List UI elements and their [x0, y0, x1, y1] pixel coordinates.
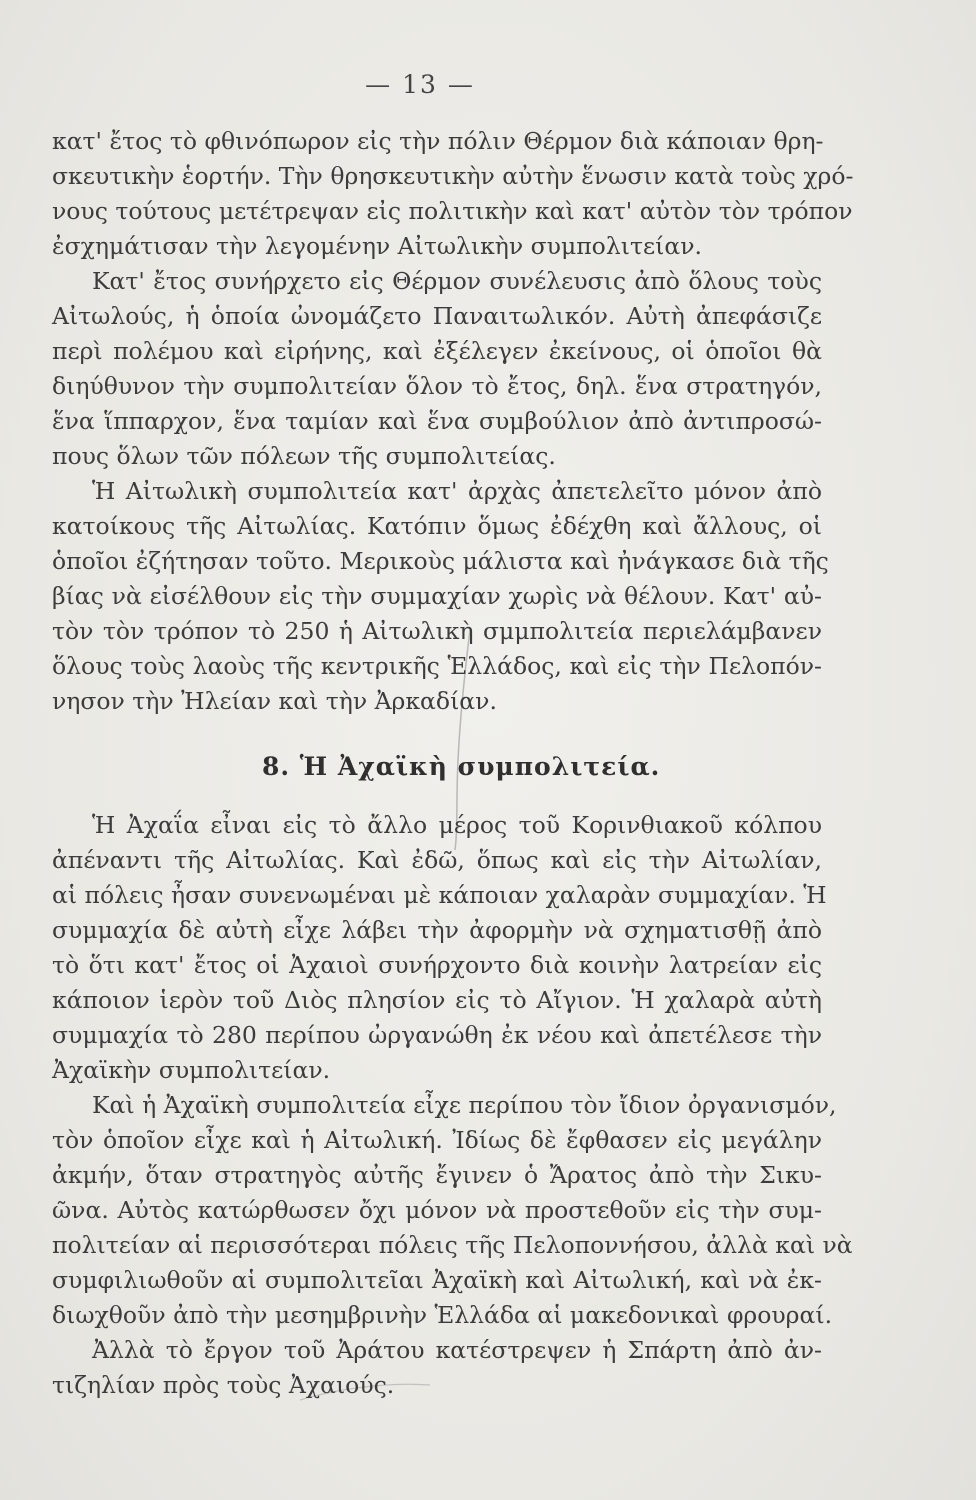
text-line: περὶ πολέμου καὶ εἰρήνης, καὶ ἐξέλεγεν ἐκείνους, οἱ ὁποῖοι θὰ — [52, 337, 822, 365]
text-line: νησον τὴν Ἠλείαν καὶ τὴν Ἀρκαδίαν. — [52, 687, 497, 715]
text-line: τὸν ὁποῖον εἶχε καὶ ἡ Αἰτωλική. Ἰδίως δὲ ἔφθασεν εἰς μεγάλην — [52, 1126, 822, 1154]
text-line: Ἀλλὰ τὸ ἔργον τοῦ Ἀράτου κατέστρεψεν ἡ Σπάρτη ἀπὸ ἀν- — [92, 1336, 822, 1364]
text-line: βίας νὰ εἰσέλθουν εἰς τὴν συμμαχίαν χωρὶς νὰ θέλουν. Κατ' αὐ- — [52, 582, 822, 610]
text-line: Αἰτωλούς, ἡ ὁποία ὠνομάζετο Παναιτωλικόν. Αὐτὴ ἀπεφάσιζε — [52, 302, 822, 330]
text-line: ἐσχημάτισαν τὴν λεγομένην Αἰτωλικὴν συμπολιτείαν. — [52, 232, 702, 260]
text-line: τιζηλίαν πρὸς τοὺς Ἀχαιούς. — [52, 1371, 395, 1399]
text-line: αἱ πόλεις ἦσαν συνενωμέναι μὲ κάποιαν χαλαρὰν συμμαχίαν. Ἡ — [52, 881, 827, 909]
text-line: σκευτικὴν ἑορτήν. Τὴν θρησκευτικὴν αὐτὴν ἕνωσιν κατὰ τοὺς χρό- — [52, 162, 854, 190]
text-line: κατ' ἔτος τὸ φθινόπωρον εἰς τὴν πόλιν Θέρμον διὰ κάποιαν θρη- — [52, 127, 824, 155]
text-line: κάποιον ἱερὸν τοῦ Διὸς πλησίον εἰς τὸ Αἴγιον. Ἡ χαλαρὰ αὐτὴ — [52, 986, 822, 1014]
text-line: κατοίκους τῆς Αἰτωλίας. Κατόπιν ὅμως ἐδέχθη καὶ ἄλλους, οἱ — [52, 512, 822, 540]
text-line: τὸ ὅτι κατ' ἔτος οἱ Ἀχαιοὶ συνήρχοντο διὰ κοινὴν λατρείαν εἰς — [52, 951, 822, 979]
text-line: συμμαχία τὸ 280 περίπου ὠργανώθη ἐκ νέου καὶ ἀπετέλεσε τὴν — [52, 1021, 822, 1049]
text-line: διωχθοῦν ἀπὸ τὴν μεσημβρινὴν Ἑλλάδα αἱ μακεδονικαὶ φρουραί. — [52, 1301, 833, 1329]
text-line: διηύθυνον τὴν συμπολιτείαν ὅλον τὸ ἔτος, δηλ. ἕνα στρατηγόν, — [52, 372, 822, 400]
text-line: ἀπέναντι τῆς Αἰτωλίας. Καὶ ἐδῶ, ὅπως καὶ εἰς τὴν Αἰτωλίαν, — [52, 846, 822, 874]
text-line: τὸν τὸν τρόπον τὸ 250 ἡ Αἰτωλικὴ σμμπολιτεία περιελάμβανεν — [52, 617, 822, 645]
text-line: ἕνα ἵππαρχον, ἕνα ταμίαν καὶ ἕνα συμβούλιον ἀπὸ ἀντιπροσώ- — [52, 407, 822, 435]
text-line: Καὶ ἡ Ἀχαϊκὴ συμπολιτεία εἶχε περίπου τὸν ἴδιον ὀργανισμόν, — [92, 1091, 837, 1119]
text-line: συμφιλιωθοῦν αἱ συμπολιτεῖαι Ἀχαϊκὴ καὶ Αἰτωλική, καὶ νὰ ἐκ- — [52, 1266, 822, 1294]
text-line: ὅλους τοὺς λαοὺς τῆς κεντρικῆς Ἑλλάδος, καὶ εἰς τὴν Πελοπόν- — [52, 652, 822, 680]
page-number: — 13 — — [365, 70, 475, 99]
text-line: ὁποῖοι ἐζήτησαν τοῦτο. Μερικοὺς μάλιστα καὶ ἠνάγκασε διὰ τῆς — [52, 547, 829, 575]
text-line: Ἡ Αἰτωλικὴ συμπολιτεία κατ' ἀρχὰς ἀπετελεῖτο μόνον ἀπὸ — [92, 477, 822, 505]
text-line: Κατ' ἔτος συνήρχετο εἰς Θέρμον συνέλευσις ἀπὸ ὅλους τοὺς — [92, 267, 822, 295]
text-line: ἀκμήν, ὅταν στρατηγὸς αὐτῆς ἔγινεν ὁ Ἄρατος ἀπὸ τὴν Σικυ- — [52, 1161, 822, 1189]
text-line: νους τούτους μετέτρεψαν εἰς πολιτικὴν καὶ κατ' αὐτὸν τὸν τρόπον — [52, 197, 853, 225]
text-line: ῶνα. Αὐτὸς κατώρθωσεν ὄχι μόνον νὰ προστεθοῦν εἰς τὴν συμ- — [52, 1196, 822, 1224]
text-line: πολιτείαν αἱ περισσότεραι πόλεις τῆς Πελοποννήσου, ἀλλὰ καὶ νὰ — [52, 1231, 853, 1259]
section-heading: 8. Ἡ Ἀχαϊκὴ συμπολιτεία. — [262, 752, 661, 781]
text-line: Ἡ Ἀχαΐα εἶναι εἰς τὸ ἄλλο μέρος τοῦ Κορινθιακοῦ κόλπου — [92, 811, 822, 839]
text-line: συμμαχία δὲ αὐτὴ εἶχε λάβει τὴν ἀφορμὴν νὰ σχηματισθῇ ἀπὸ — [52, 916, 822, 944]
text-line: πους ὅλων τῶν πόλεων τῆς συμπολιτείας. — [52, 442, 556, 470]
text-line: Ἀχαϊκὴν συμπολιτείαν. — [52, 1056, 331, 1084]
